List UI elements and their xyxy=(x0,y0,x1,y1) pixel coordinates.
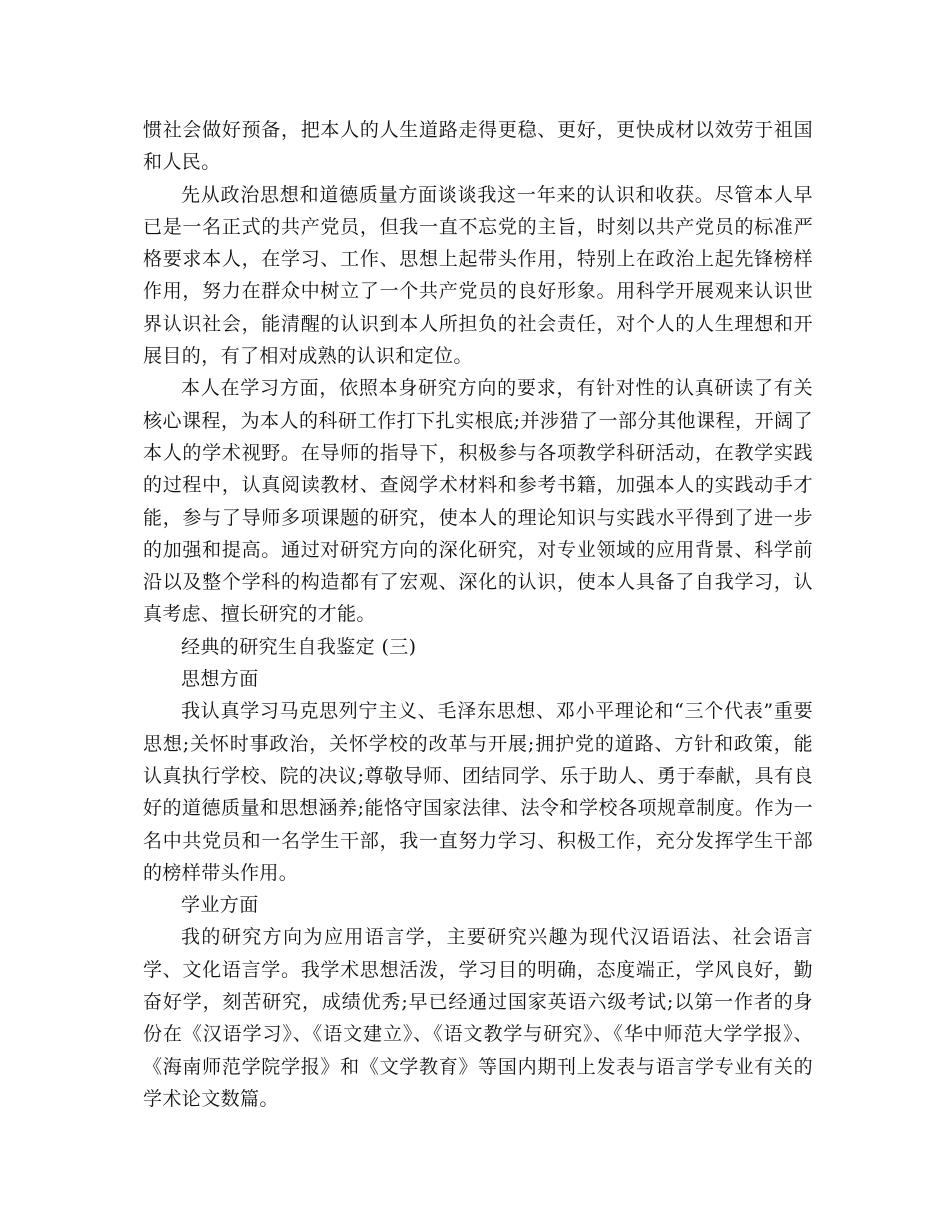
paragraph-political-thought: 先从政治思想和道德质量方面谈谈我这一年来的认识和收获。尽管本人早已是一名正式的共产党员，但我一直不忘党的主旨，时刻以共产党员的标准严格要求本人，在学习、工作、思想上起带头作用，特别上在政治上起先锋榜样作用，努力在群众中树立了一个共产党员的良好形象。用科学开展观来认识世界认识社会，能清醒的认识到本人所担负的社会责任，对个人的人生理想和开展目的，有了相对成熟的认识和定位。 xyxy=(143,183,813,368)
subheading-academic: 学业方面 xyxy=(181,894,259,917)
paragraph-thought: 我认真学习马克思列宁主义、毛泽东思想、邓小平理论和“三个代表”重要思想;关怀时事政治，关怀学校的改革与开展;拥护党的道路、方针和政策，能认真执行学校、院的决议;尊敬导师、团结同学、乐于助人、勇于奉献，具有良好的道德质量和思想涵养;能恪守国家法律、法令和学校各项规章制度。作为一名中共党员和一名学生干部，我一直努力学习、积极工作，充分发挥学生干部的榜样带头作用。 xyxy=(143,700,813,884)
document-body xyxy=(143,114,813,1115)
paragraph-continuation: 惯社会做好预备，把本人的人生道路走得更稳、更好，更快成材以效劳于祖国和人民。 xyxy=(143,119,813,174)
paragraph-study: 本人在学习方面，依照本身研究方向的要求，有针对性的认真研读了有关核心课程，为本人的科研工作打下扎实根底;并涉猎了一部分其他课程，开阔了本人的学术视野。在导师的指导下，积极参与各项教学科研活动，在教学实践的过程中，认真阅读教材、查阅学术材料和参考书籍，加强本人的实践动手才能，参与了导师多项课题的研究，使本人的理论知识与实践水平得到了进一步的加强和提高。通过对研究方向的深化研究，对专业领域的应用背景、科学前沿以及整个学科的构造都有了宏观、深化的认识，使本人具备了自我学习，认真考虑、擅长研究的才能。 xyxy=(143,377,813,626)
subheading-thought: 思想方面 xyxy=(181,668,259,691)
section-heading: 经典的研究生自我鉴定 (三) xyxy=(181,635,417,658)
paragraph-academic: 我的研究方向为应用语言学，主要研究兴趣为现代汉语语法、社会语言学、文化语言学。我学术思想活泼，学习目的明确，态度端正，学风良好，勤奋好学，刻苦研究，成绩优秀;早已经通过国家英语六级考试;以第一作者的身份在《汉语学习》、《语文建立》、《语文教学与研究》、《华中师范大学学报》、《海南师范学院学报》和《文学教育》等国内期刊上发表与语言学专业有关的学术论文数篇。 xyxy=(143,926,813,1110)
